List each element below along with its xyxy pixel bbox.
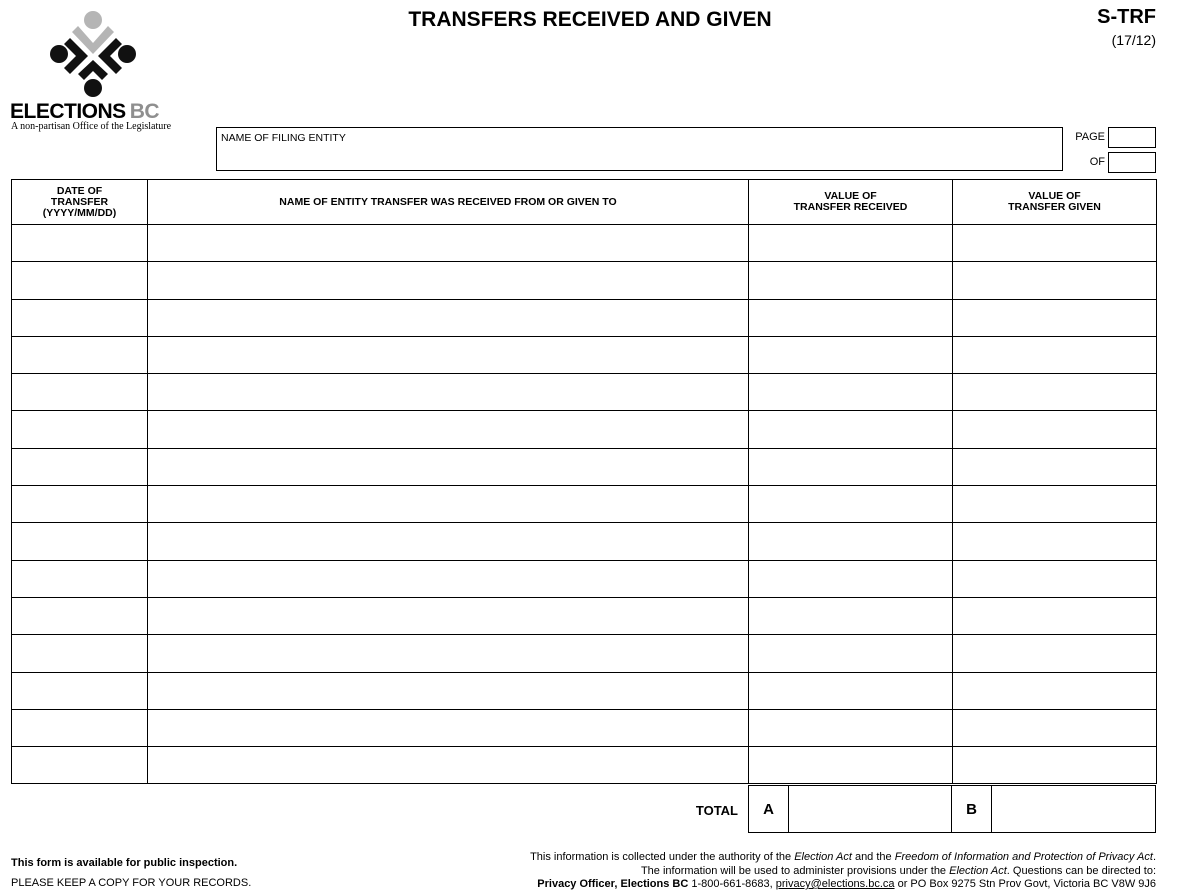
- table-row: [12, 709, 1157, 746]
- table-row: [12, 635, 1157, 672]
- cell-date[interactable]: [12, 448, 148, 485]
- table-row: [12, 225, 1157, 262]
- form-revision: (17/12): [1111, 32, 1156, 48]
- form-code: S-TRF: [1097, 6, 1156, 28]
- table-row: [12, 523, 1157, 560]
- cell-date[interactable]: [12, 299, 148, 336]
- privacy-line-2: The information will be used to administer provisions under the Election Act. Questions can be directed to:: [640, 864, 1156, 877]
- table-row: [12, 299, 1157, 336]
- keep-copy-note: PLEASE KEEP A COPY FOR YOUR RECORDS.: [11, 877, 252, 889]
- cell-value-given[interactable]: [953, 448, 1157, 485]
- cell-entity-name[interactable]: [148, 262, 749, 299]
- table-row: [12, 336, 1157, 373]
- cell-entity-name[interactable]: [148, 747, 749, 784]
- total-b-letter: B: [952, 786, 992, 832]
- cell-value-received[interactable]: [749, 225, 953, 262]
- col-header-date: DATE OF TRANSFER (YYYY/MM/DD): [12, 180, 148, 225]
- logo-tagline: A non-partisan Office of the Legislature: [11, 121, 172, 132]
- cell-entity-name[interactable]: [148, 486, 749, 523]
- of-label: OF: [1089, 156, 1105, 168]
- cell-entity-name[interactable]: [148, 709, 749, 746]
- page-total-field[interactable]: [1108, 152, 1156, 173]
- cell-date[interactable]: [12, 225, 148, 262]
- cell-value-received[interactable]: [749, 560, 953, 597]
- cell-value-given[interactable]: [953, 635, 1157, 672]
- cell-date[interactable]: [12, 411, 148, 448]
- filing-entity-label: NAME OF FILING ENTITY: [221, 132, 346, 144]
- cell-date[interactable]: [12, 709, 148, 746]
- cell-date[interactable]: [12, 374, 148, 411]
- public-inspection-note: This form is available for public inspection.: [11, 857, 238, 869]
- cell-value-received[interactable]: [749, 262, 953, 299]
- cell-date[interactable]: [12, 336, 148, 373]
- table-row: [12, 448, 1157, 485]
- privacy-email-link[interactable]: privacy@elections.bc.ca: [775, 878, 895, 890]
- cell-value-given[interactable]: [953, 486, 1157, 523]
- cell-date[interactable]: [12, 672, 148, 709]
- cell-entity-name[interactable]: [148, 411, 749, 448]
- privacy-line-1: This information is collected under the authority of the Election Act and the Freedom of Information and Protection of Privacy Act.: [530, 851, 1156, 863]
- cell-value-received[interactable]: [749, 523, 953, 560]
- cell-date[interactable]: [12, 486, 148, 523]
- cell-date[interactable]: [12, 597, 148, 634]
- page-label: PAGE: [1075, 131, 1105, 143]
- cell-value-given[interactable]: [953, 747, 1157, 784]
- total-given-field[interactable]: [951, 785, 1156, 833]
- cell-date[interactable]: [12, 560, 148, 597]
- cell-value-received[interactable]: [749, 448, 953, 485]
- cell-value-given[interactable]: [953, 262, 1157, 299]
- cell-value-given[interactable]: [953, 299, 1157, 336]
- cell-entity-name[interactable]: [148, 597, 749, 634]
- cell-value-received[interactable]: [749, 336, 953, 373]
- cell-value-given[interactable]: [953, 597, 1157, 634]
- logo-wordmark: ELECTIONS BC: [10, 100, 160, 123]
- cell-value-given[interactable]: [953, 523, 1157, 560]
- cell-date[interactable]: [12, 262, 148, 299]
- table-body: [12, 225, 1157, 784]
- cell-entity-name[interactable]: [148, 299, 749, 336]
- col-header-value-received: VALUE OF TRANSFER RECEIVED: [749, 180, 953, 225]
- cell-value-received[interactable]: [749, 374, 953, 411]
- table-row: [12, 672, 1157, 709]
- cell-value-given[interactable]: [953, 411, 1157, 448]
- table-row: [12, 747, 1157, 784]
- page-number-field[interactable]: [1108, 127, 1156, 148]
- cell-entity-name[interactable]: [148, 374, 749, 411]
- total-received-field[interactable]: [748, 785, 952, 833]
- cell-value-given[interactable]: [953, 225, 1157, 262]
- cell-value-received[interactable]: [749, 635, 953, 672]
- privacy-line-3: Privacy Officer, Elections BC 1-800-661-8683, privacy@elections.bc.ca or PO Box 9275 Stn Prov Govt, Victoria BC V8W 9J6: [537, 878, 1156, 890]
- table-row: [12, 374, 1157, 411]
- cell-value-given[interactable]: [953, 709, 1157, 746]
- cell-entity-name[interactable]: [148, 336, 749, 373]
- table-row: [12, 411, 1157, 448]
- table-header-row: [12, 180, 1157, 225]
- cell-value-received[interactable]: [749, 672, 953, 709]
- cell-value-received[interactable]: [749, 597, 953, 634]
- privacy-notice: [456, 851, 1156, 892]
- cell-date[interactable]: [12, 747, 148, 784]
- table-row: [12, 597, 1157, 634]
- col-header-value-given: VALUE OF TRANSFER GIVEN: [953, 180, 1157, 225]
- form-title: TRANSFERS RECEIVED AND GIVEN: [408, 8, 772, 31]
- cell-entity-name[interactable]: [148, 523, 749, 560]
- total-a-letter: A: [749, 786, 789, 832]
- table-row: [12, 262, 1157, 299]
- cell-value-given[interactable]: [953, 672, 1157, 709]
- cell-entity-name[interactable]: [148, 225, 749, 262]
- cell-value-given[interactable]: [953, 336, 1157, 373]
- filing-entity-field[interactable]: [216, 127, 1063, 171]
- cell-date[interactable]: [12, 635, 148, 672]
- table-row: [12, 560, 1157, 597]
- cell-value-received[interactable]: [749, 411, 953, 448]
- cell-entity-name[interactable]: [148, 635, 749, 672]
- cell-value-received[interactable]: [749, 709, 953, 746]
- cell-value-received[interactable]: [749, 747, 953, 784]
- total-label: TOTAL: [695, 803, 738, 818]
- cell-entity-name[interactable]: [148, 672, 749, 709]
- logo-mark-icon: [48, 10, 138, 98]
- cell-entity-name[interactable]: [148, 448, 749, 485]
- col-header-entity-name: NAME OF ENTITY TRANSFER WAS RECEIVED FROM OR GIVEN TO: [148, 180, 749, 225]
- transfers-table: [11, 179, 1157, 784]
- elections-bc-logo: [10, 8, 185, 134]
- cell-value-given[interactable]: [953, 374, 1157, 411]
- cell-value-given[interactable]: [953, 560, 1157, 597]
- cell-value-received[interactable]: [749, 299, 953, 336]
- table-row: [12, 486, 1157, 523]
- cell-entity-name[interactable]: [148, 560, 749, 597]
- cell-date[interactable]: [12, 523, 148, 560]
- cell-value-received[interactable]: [749, 486, 953, 523]
